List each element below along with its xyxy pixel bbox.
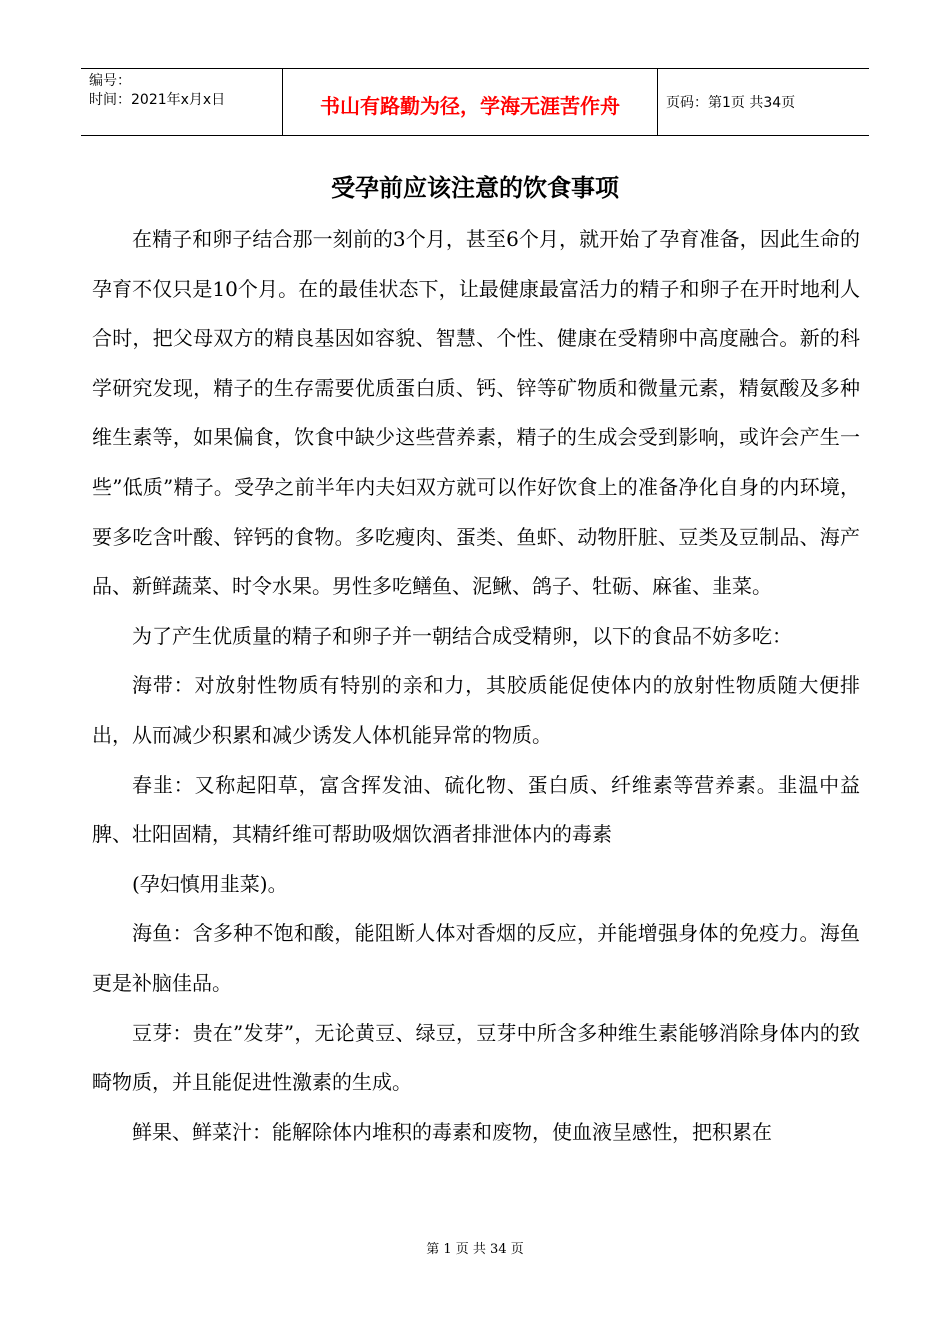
- document-body: [92, 215, 860, 1157]
- document-title: 受孕前应该注意的饮食事项: [331, 174, 619, 202]
- paragraph-sea-fish: 海鱼：含多种不饱和酸，能阻断人体对香烟的反应，并能增强身体的免疫力。海鱼更是补脑佳品。: [92, 921, 860, 995]
- header-motto: 书山有路勤为径，学海无涯苦作舟: [283, 69, 658, 135]
- header-info-cell: [81, 69, 283, 135]
- page-footer: 第 1 页 共 34 页: [426, 1242, 524, 1257]
- header-page-code: 页码：第1页 共34页: [666, 95, 796, 111]
- number-label: 编号：: [89, 73, 131, 89]
- paragraph-fresh-juice: 鲜果、鲜菜汁：能解除体内堆积的毒素和废物，使血液呈感性，把积累在: [132, 1119, 772, 1144]
- paragraph-intro: 在精子和卵子结合那一刻前的3个月，甚至6个月，就开始了孕育准备，因此生命的孕育不仅只是10个月。在的最佳状态下，让最健康最富活力的精子和卵子在开时地利人合时，把父母双方的精良基因如容貌、智慧、个性、健康在受精卵中高度融合。新的科学研究发现，精子的生存需要优质蛋白质、钙、锌等矿物质和微量元素，精氨酸及多种维生素等，如果偏食，饮食中缺少这些营养素，精子的生成会受到影响，或许会产生一些”低质”精子。受孕之前半年内夫妇双方就可以作好饮食上的准备净化自身的内环境，要多吃含叶酸、锌钙的食物。多吃瘦肉、蛋类、鱼虾、动物肝脏、豆类及豆制品、海产品、新鲜蔬菜、时令水果。男性多吃鳝鱼、泥鳅、鸽子、牡砺、麻雀、韭菜。: [92, 227, 860, 599]
- paragraph-kelp: 海带：对放射性物质有特别的亲和力，其胶质能促使体内的放射性物质随大便排出，从而减少积累和减少诱发人体机能异常的物质。: [92, 673, 860, 747]
- paragraph-chives-note: (孕妇慎用韭菜)。: [132, 871, 288, 896]
- time-label: 时间：2021年x月x日: [89, 92, 226, 108]
- header-table: [81, 68, 869, 136]
- paragraph-chives: 春韭：又称起阳草，富含挥发油、硫化物、蛋白质、纤维素等营养素。韭温中益脾、壮阳固精，其精纤维可帮助吸烟饮酒者排泄体内的毒素: [92, 772, 860, 847]
- paragraph-bean-sprouts: 豆芽：贵在”发芽”，无论黄豆、绿豆，豆芽中所含多种维生素能够消除身体内的致畸物质，并且能促进性激素的生成。: [92, 1020, 860, 1095]
- paragraph-food-list-intro: 为了产生优质量的精子和卵子并一朝结合成受精卵，以下的食品不妨多吃：: [132, 623, 792, 648]
